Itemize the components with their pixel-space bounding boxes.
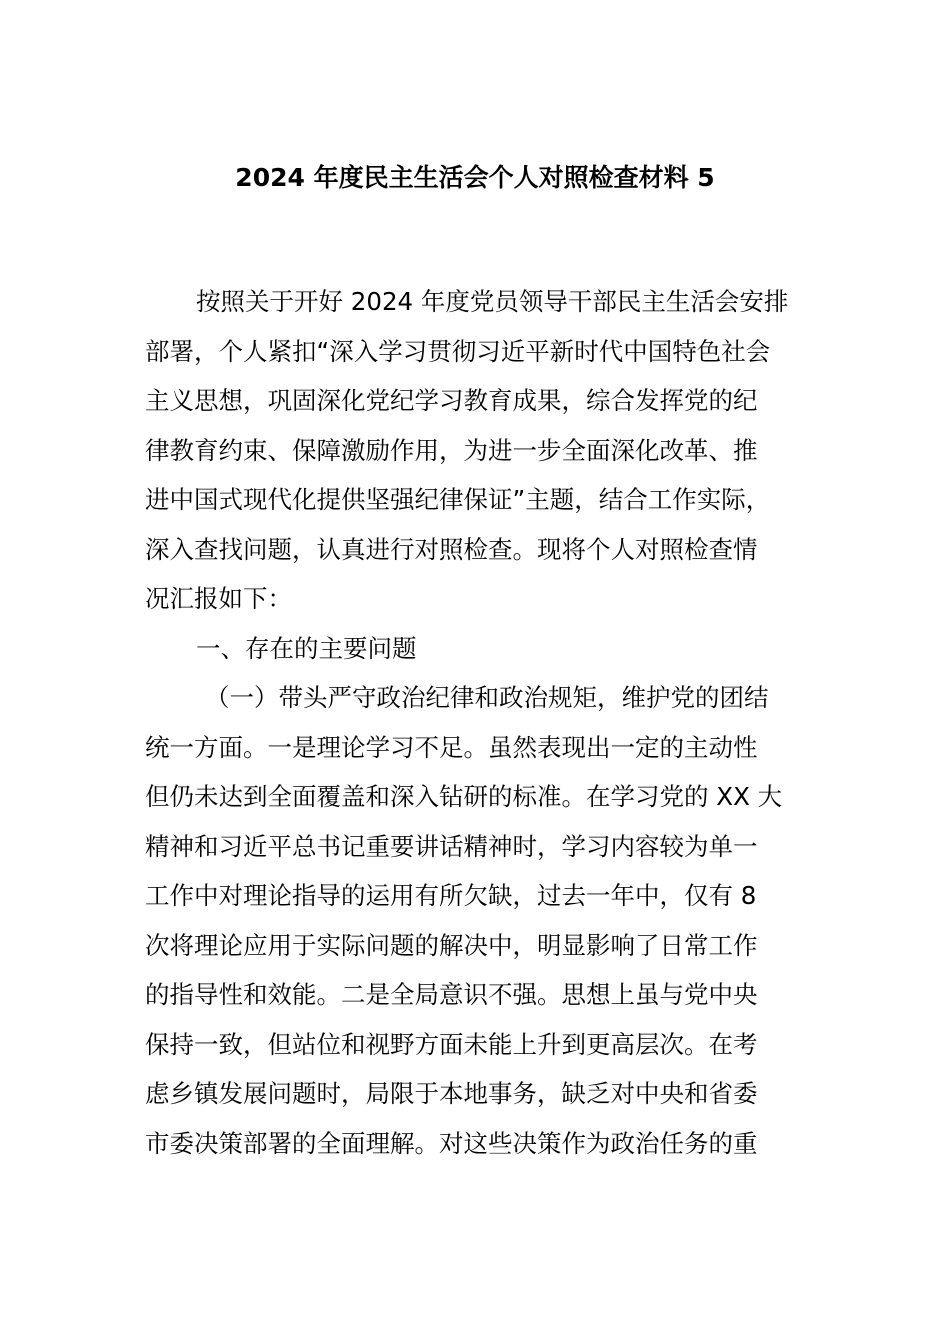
paragraph-line: 主义思想，巩固深化党纪学习教育成果，综合发挥党的纪 xyxy=(145,386,758,415)
paragraph-line: 但仍未达到全面覆盖和深入钻研的标准。在学习党的 XX 大 xyxy=(145,782,783,811)
paragraph-line: 部署，个人紧扣“深入学习贯彻习近平新时代中国特色社会 xyxy=(145,336,771,366)
document-body xyxy=(145,282,825,1173)
section-heading: 一、存在的主要问题 xyxy=(196,633,417,663)
paragraph-line: 虑乡镇发展问题时，局限于本地事务，缺乏对中央和省委 xyxy=(145,1079,758,1108)
paragraph-line: 工作中对理论指导的运用有所欠缺，过去一年中，仅有 8 xyxy=(145,881,757,910)
paragraph-line: 律教育约束、保障激励作用，为进一步全面深化改革、推 xyxy=(145,435,758,465)
paragraph-line: 深入查找问题，认真进行对照检查。现将个人对照检查情 xyxy=(145,534,758,564)
paragraph-line: 市委决策部署的全面理解。对这些决策作为政治任务的重 xyxy=(145,1128,758,1158)
paragraph-line: 的指导性和效能。二是全局意识不强。思想上虽与党中央 xyxy=(145,980,758,1009)
paragraph-line: 进中国式现代化提供坚强纪律保证”主题，结合工作实际， xyxy=(145,485,771,514)
paragraph-line: 保持一致，但站位和视野方面未能上升到更高层次。在考 xyxy=(145,1029,758,1059)
paragraph-line: 按照关于开好 2024 年度党员领导干部民主生活会安排 xyxy=(196,287,789,316)
paragraph-line: 次将理论应用于实际问题的解决中，明显影响了日常工作 xyxy=(145,930,758,960)
paragraph-line: 精神和习近平总书记重要讲话精神时，学习内容较为单一 xyxy=(145,831,758,861)
paragraph-line: （一）带头严守政治纪律和政治规矩，维护党的团结 xyxy=(205,683,769,712)
document-title: 2024 年度民主生活会个人对照检查材料 5 xyxy=(235,163,715,192)
paragraph-line: 况汇报如下： xyxy=(145,584,292,613)
paragraph-line: 统一方面。一是理论学习不足。虽然表现出一定的主动性 xyxy=(145,732,758,762)
